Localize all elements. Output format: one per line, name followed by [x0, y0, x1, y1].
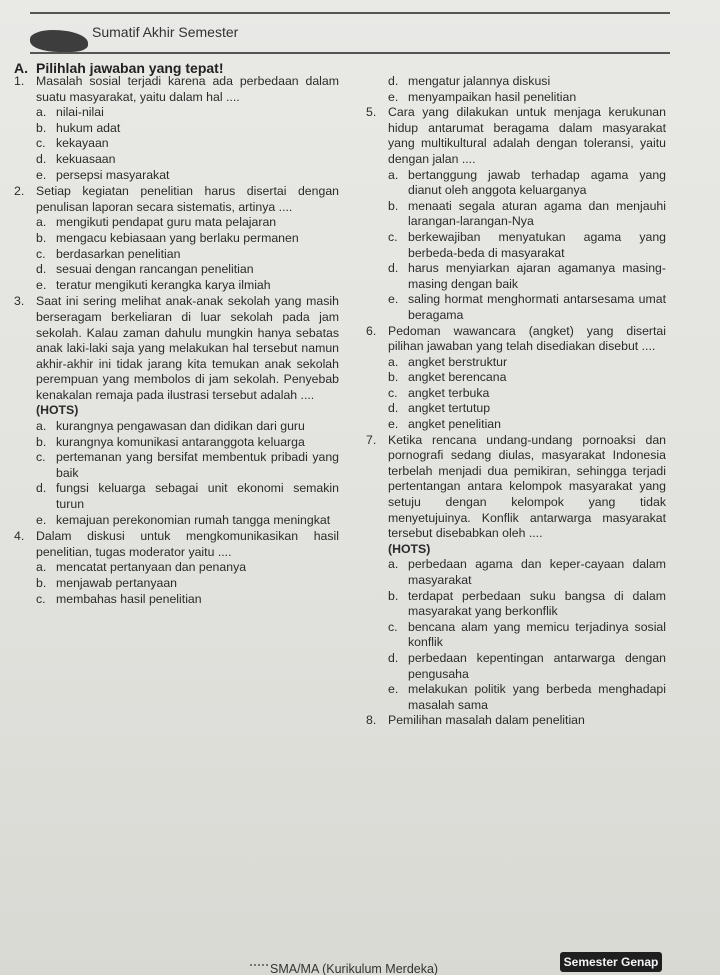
question-body: [388, 324, 666, 433]
option-letter: d.: [36, 262, 47, 277]
answer-option[interactable]: [388, 557, 666, 588]
option-letter: e.: [36, 512, 47, 527]
question: [366, 713, 666, 729]
page-header: [0, 0, 720, 60]
option-letter: b.: [388, 198, 399, 213]
header-title: Sumatif Akhir Semester: [92, 24, 239, 40]
options-list: [388, 557, 666, 713]
answer-option[interactable]: [388, 370, 666, 386]
question-body: [36, 529, 339, 607]
question-stem: Ketika rencana undang-undang pornoaksi dan pornografi sedang diulas, masyarakat Indonesia terbelah menjadi dua pemikiran, sehingga terjadi pertentangan antara kelompok masyarakat yang setuju dengan kelompok yang tidak menyetujuinya. Konflik antarwarga masyarakat tersebut disebabkan oleh ....: [388, 432, 666, 541]
option-letter: a.: [36, 105, 47, 120]
question-body: [388, 433, 666, 714]
option-text: angket berencana: [408, 370, 507, 385]
question-stem: Pemilihan masalah dalam penelitian: [388, 713, 585, 728]
answer-option[interactable]: [36, 136, 339, 152]
option-text: perbedaan agama dan keper-cayaan dalam masyarakat: [408, 557, 666, 587]
question-number: 3.: [14, 294, 25, 309]
option-text: kekayaan: [56, 136, 109, 151]
answer-option[interactable]: [36, 419, 339, 435]
option-letter: b.: [388, 588, 399, 603]
options-list: [36, 215, 339, 293]
option-text: menyampaikan hasil penelitian: [408, 89, 577, 104]
option-letter: a.: [36, 560, 47, 575]
answer-option[interactable]: [36, 168, 339, 184]
answer-option[interactable]: [388, 620, 666, 651]
header-decoration: [30, 30, 88, 52]
option-letter: e.: [36, 277, 47, 292]
question-number: 7.: [366, 432, 377, 447]
option-letter: e.: [388, 682, 399, 697]
question-stem: Cara yang dilakukan untuk menjaga kerukunan hidup antarumat beragama dalam masyarakat yang multikultural adalah dengan toleransi, yaitu dengan jalan ....: [388, 105, 666, 166]
question: [366, 433, 666, 714]
answer-option[interactable]: [388, 261, 666, 292]
option-text: berkewajiban menyatukan agama yang berbeda-beda di masyarakat: [408, 229, 666, 260]
question-number: 5.: [366, 105, 377, 120]
option-letter: a.: [388, 557, 399, 572]
option-text: angket tertutup: [408, 401, 491, 416]
answer-option[interactable]: [388, 682, 666, 713]
right-column: [366, 74, 666, 729]
option-text: terdapat perbedaan suku bangsa di dalam masyarakat yang berkonflik: [408, 588, 666, 619]
option-text: nilai-nilai: [56, 105, 104, 120]
option-text: harus menyiarkan ajaran agamanya masing-masing dengan baik: [408, 261, 666, 291]
question-body: [36, 184, 339, 293]
option-letter: e.: [36, 167, 47, 182]
option-text: hukum adat: [56, 120, 121, 135]
question-number: 2.: [14, 184, 25, 199]
answer-option[interactable]: [36, 247, 339, 263]
option-letter: b.: [36, 230, 47, 245]
option-letter: d.: [388, 650, 399, 665]
option-letter: c.: [388, 619, 398, 634]
option-text: menaati segala aturan agama dan menjauhi larangan-larangan-Nya: [408, 198, 666, 229]
answer-option[interactable]: [36, 450, 339, 481]
question-stem: Setiap kegiatan penelitian harus disertai dengan penulisan laporan secara sistematis, artinya ....: [36, 184, 339, 214]
option-letter: d.: [388, 401, 399, 416]
question-number: [366, 74, 388, 105]
options-list: [36, 560, 339, 607]
question-stem: Saat ini sering melihat anak-anak sekolah yang masih berseragam berkeliaran di luar sekolah pada jam sekolah. Kalau zaman dahulu mungkin hanya sebatas anak laki-laki saja yang melakukan hal tersebut namun akhir-akhir ini tidak jarang kita temukan anak sekolah perempuan yang membolos di jam sekolah. Penyebab kenakalan remaja pada ilustrasi tersebut adalah ....: [36, 294, 339, 402]
option-text: membahas hasil penelitian: [56, 591, 202, 606]
option-letter: a.: [388, 167, 399, 182]
option-text: bencana alam yang memicu terjadinya sosial konflik: [408, 619, 666, 650]
question-number: 6.: [366, 323, 377, 338]
answer-option[interactable]: [388, 386, 666, 402]
options-list: [36, 419, 339, 528]
question: [366, 74, 666, 105]
options-list: [388, 74, 666, 105]
option-text: mengacu kebiasaan yang berlaku permanen: [56, 230, 299, 245]
option-letter: a.: [388, 354, 399, 369]
answer-option[interactable]: [36, 435, 339, 451]
option-letter: e.: [388, 292, 399, 307]
answer-option[interactable]: [36, 592, 339, 608]
answer-option[interactable]: [36, 152, 339, 168]
answer-option[interactable]: [388, 74, 666, 90]
option-letter: c.: [388, 385, 398, 400]
option-text: kemajuan perekonomian rumah tangga meningkat: [56, 512, 331, 527]
option-text: perbedaan kepentingan antarwarga dengan pengusaha: [408, 650, 666, 681]
option-text: saling hormat menghormati antarsesama umat beragama: [408, 292, 666, 322]
answer-option[interactable]: [36, 576, 339, 592]
option-text: berdasarkan penelitian: [56, 246, 181, 261]
option-letter: a.: [36, 215, 47, 230]
option-letter: a.: [36, 419, 47, 434]
option-letter: b.: [388, 370, 399, 385]
option-text: persepsi masyarakat: [56, 167, 170, 182]
question-stem: Masalah sosial terjadi karena ada perbedaan dalam suatu masyarakat, yaitu dalam hal ....: [36, 74, 339, 104]
option-letter: c.: [36, 450, 46, 465]
question: [14, 74, 339, 183]
answer-option[interactable]: [388, 168, 666, 199]
answer-option[interactable]: [36, 262, 339, 278]
option-letter: e.: [388, 89, 399, 104]
options-list: [388, 168, 666, 324]
option-letter: d.: [36, 151, 47, 166]
question: [14, 184, 339, 293]
answer-option[interactable]: [388, 292, 666, 323]
option-letter: d.: [388, 74, 399, 88]
option-letter: c.: [36, 591, 46, 606]
answer-option[interactable]: [36, 278, 339, 294]
option-text: sesuai dengan rancangan penelitian: [56, 262, 254, 277]
question-body: [388, 105, 666, 323]
answer-option[interactable]: [388, 230, 666, 261]
option-text: menjawab pertanyaan: [56, 576, 177, 590]
answer-option[interactable]: [36, 513, 339, 529]
question-body: [388, 74, 666, 105]
option-text: kekuasaan: [56, 151, 116, 166]
question-stem: Dalam diskusi untuk mengkomunikasikan hasil penelitian, tugas moderator yaitu ....: [36, 529, 339, 559]
question-body: [36, 294, 339, 528]
option-text: teratur mengikuti kerangka karya ilmiah: [56, 277, 271, 292]
question-number: 4.: [14, 529, 25, 544]
header-top-rule: [30, 12, 670, 14]
question: [366, 324, 666, 433]
option-letter: b.: [36, 576, 47, 590]
hots-label: (HOTS): [388, 541, 431, 556]
option-text: melakukan politik yang berbeda menghadapi masalah sama: [408, 682, 666, 712]
option-letter: d.: [36, 481, 47, 496]
question-stem: Pedoman wawancara (angket) yang disertai pilihan jawaban yang telah disediakan disebut ....: [388, 323, 666, 354]
section-title: Pilihlah jawaban yang tepat!: [36, 60, 224, 76]
footer-curriculum: SMA/MA (Kurikulum Merdeka): [270, 962, 439, 975]
option-text: pertemanan yang bersifat membentuk pribadi yang baik: [56, 450, 339, 480]
answer-option[interactable]: [388, 355, 666, 371]
question-body: [36, 74, 339, 183]
option-letter: b.: [36, 434, 47, 449]
section-letter: A.: [14, 60, 28, 76]
answer-option[interactable]: [36, 560, 339, 576]
question-body: [388, 713, 666, 729]
answer-option[interactable]: [36, 121, 339, 137]
option-letter: d.: [388, 261, 399, 276]
option-text: fungsi keluarga sebagai unit ekonomi semakin turun: [56, 481, 339, 512]
option-text: mengatur jalannya diskusi: [408, 74, 551, 88]
hots-label: (HOTS): [36, 403, 79, 418]
page-footer: [0, 948, 720, 975]
option-text: mencatat pertanyaan dan penanya: [56, 560, 247, 575]
semester-badge: Semester Genap: [560, 952, 662, 972]
question-number: 8.: [366, 713, 377, 728]
answer-option[interactable]: [36, 105, 339, 121]
answer-option[interactable]: [36, 231, 339, 247]
option-text: angket terbuka: [408, 385, 490, 400]
option-letter: e.: [388, 417, 399, 432]
footer-dots: [250, 964, 268, 968]
option-text: bertanggung jawab terhadap agama yang dianut oleh anggota keluarganya: [408, 167, 666, 198]
option-text: angket berstruktur: [408, 354, 508, 369]
options-list: [36, 105, 339, 183]
answer-option[interactable]: [388, 199, 666, 230]
header-bottom-rule: [30, 52, 670, 54]
option-letter: c.: [36, 246, 46, 261]
answer-option[interactable]: [388, 417, 666, 433]
answer-option[interactable]: [388, 589, 666, 620]
answer-option[interactable]: [388, 90, 666, 106]
option-letter: c.: [388, 229, 398, 244]
answer-option[interactable]: [388, 401, 666, 417]
options-list: [388, 355, 666, 433]
option-text: angket penelitian: [408, 417, 501, 432]
option-text: kurangnya pengawasan dan didikan dari guru: [56, 419, 305, 434]
answer-option[interactable]: [388, 651, 666, 682]
left-column: [14, 74, 339, 608]
answer-option[interactable]: [36, 481, 339, 512]
answer-option[interactable]: [36, 215, 339, 231]
option-text: mengikuti pendapat guru mata pelajaran: [56, 215, 277, 230]
option-text: kurangnya komunikasi antaranggota keluarga: [56, 434, 305, 449]
option-letter: c.: [36, 136, 46, 151]
question-number: 1.: [14, 74, 25, 88]
question: [366, 105, 666, 323]
option-letter: b.: [36, 120, 47, 135]
question: [14, 294, 339, 528]
question: [14, 529, 339, 607]
